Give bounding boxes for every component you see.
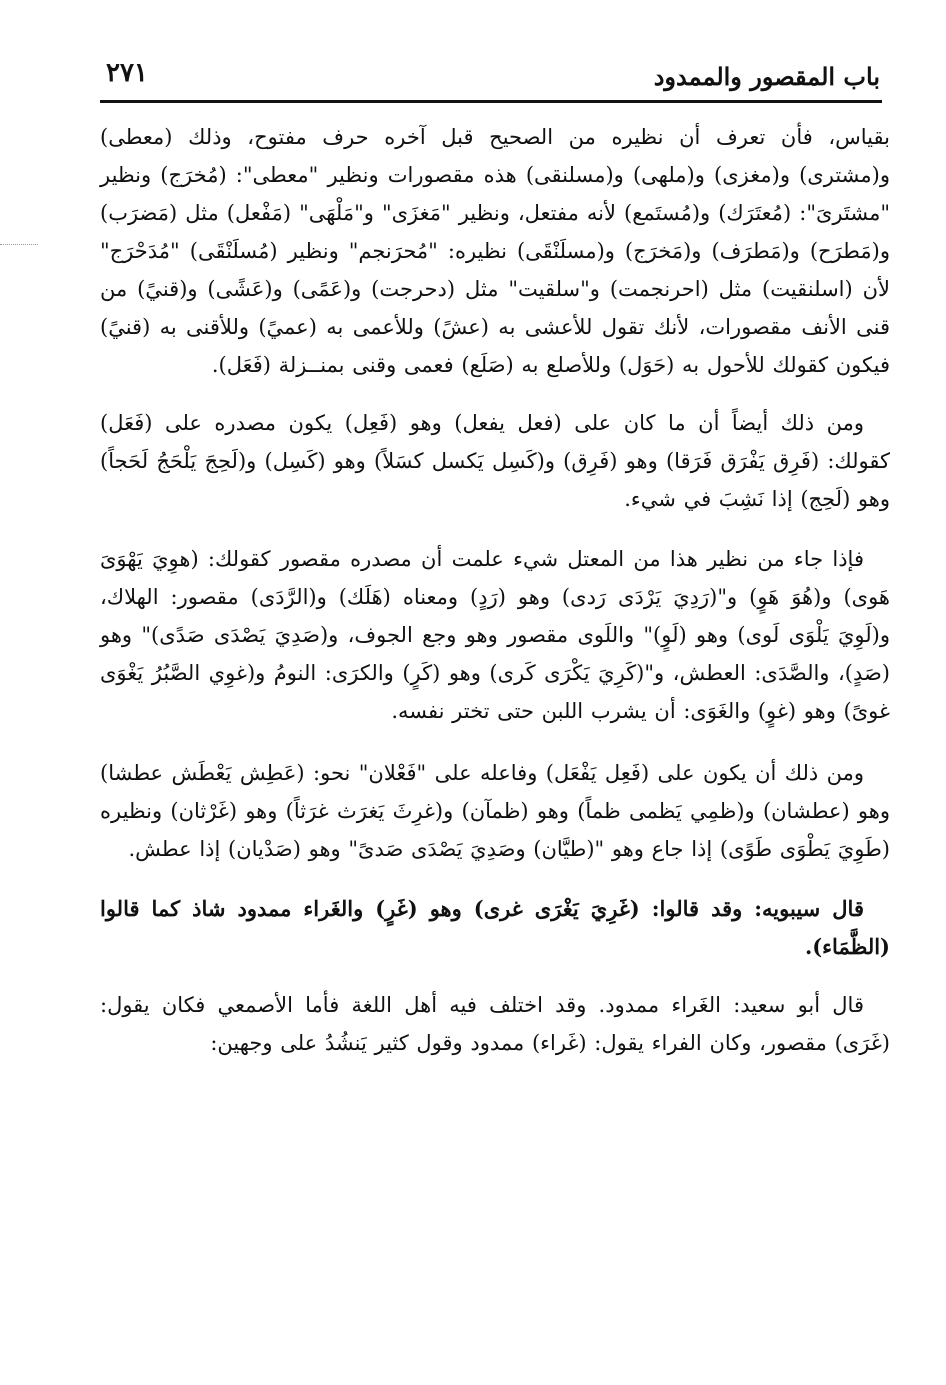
paragraph-6: قال أبو سعيد: الغَراء ممدود. وقد اختلف فيه أهل اللغة فأما الأصمعي فكان يقول: (غَرَى) مقصور، وكان الفراء يقول: (غَراء) ممدود وقول كثير يَنشُدُ على وجهين: [100, 993, 890, 1055]
running-title: باب المقصور والممدود [653, 62, 880, 91]
page-body [100, 118, 890, 1062]
paragraph-2: ومن ذلك أيضاً أن ما كان على (فعل يفعل) وهو (فَعِل) يكون مصدره على (فَعَل) كقولك: (فَرِق يَفْرَق فَرَقا) وهو (فَرِق) و(كَسِل يَكسل كسَلاً) وهو (كَسِل) و(لَحِجَ يَلْحَجُ لَحَجاً) وهو (لَحِج) إذا نَشِبَ في شيء. [100, 411, 890, 511]
paragraph-5-quote: قال سيبويه: وقد قالوا: (غَرِيَ يَغْرَى غرى) وهو (غَرٍ) والغَراء ممدود شاذ كما قالوا (الظَّمَاء). [100, 896, 890, 959]
paragraph-1: بقياس، فأن تعرف أن نظيره من الصحيح قبل آخره حرف مفتوح، وذلك (معطى) و(مشترى) و(مغزى) و(ملهى) و(مسلنقى) هذه مقصورات ونظير "معطى": (مُخرَج) ونظير "مشتَرىَ": (مُعتَرَك) و(مُستَمع) لأنه مفتعل، ونظير "مَغزَى" و"مَلْهَى" (مَفْعل) مثل (مَضرَب) و(مَطرَح) و(مَطرَف) و(مَخرَج) و(مسلَنْقَى) نظيره: "مُحرَنجم" ونظير (مُسلَنْقَى) "مُدَحْرَج" لأن (اسلنقيت) مثل (احرنجمت) و"سلقيت" مثل (دحرجت) و(عَمًى) و(عَشًى) و(قنيً) من قنى الأنف مقصورات، لأنك تقول للأعشى به (عشً) وللأعمى به (عميً) وللأقنى به (قنيً) فيكون كقولك للأحول به (حَوَل) وللأصلع به (صَلَع) فعمى وقنى بمنــزلة (فَعَل). [100, 125, 890, 377]
page-header [100, 52, 882, 103]
paragraph-4: ومن ذلك أن يكون على (فَعِل يَفْعَل) وفاعله على "فَعْلان" نحو: (عَطِش يَعْطَش عطشا) وهو (عطشان) و(ظمِي يَظمى ظماً) وهو (ظمآن) و(غرِثَ يَغرَث غرَثاً) وهو (غَرْثان) ونظيره (طَوِيَ يَطْوَى طَوًى) إذا جاع وهو "(طيَّان) وصَدِيَ يَصْدَى صَدىً" وهو (صَدْيان) إذا عطش. [100, 761, 890, 861]
page-number: ٢٧١ [106, 58, 148, 88]
paragraph-3: فإذا جاء من نظير هذا من المعتل شيء علمت أن مصدره مقصور كقولك: (هوِيَ يَهْوَىَ هَوى) و(هُوَ هَوٍ) و"(رَدِيَ يَرْدَى رَدى) وهو (رَدٍ) ومعناه (هَلَك) و(الرَّدَى) مقصور: الهلاك، و(لَوِيَ يَلْوَى لَوى) وهو (لَوٍ)" واللَوى مقصور وهو وجع الجوف، و(صَدِيَ يَصْدَى صَدًى)" وهو (صَدٍ)، والصَّدَى: العطش، و"(كَرِيَ يَكْرَى كَرى) وهو (كَرٍ) والكرَى: النومُ و(غوِي الصَّبُرُ يَغْوَى غوىً) وهو (غوٍ) والغَوَى: أن يشرب اللبن حتى تختر نفسه. [100, 547, 890, 723]
margin-mark [0, 244, 38, 247]
